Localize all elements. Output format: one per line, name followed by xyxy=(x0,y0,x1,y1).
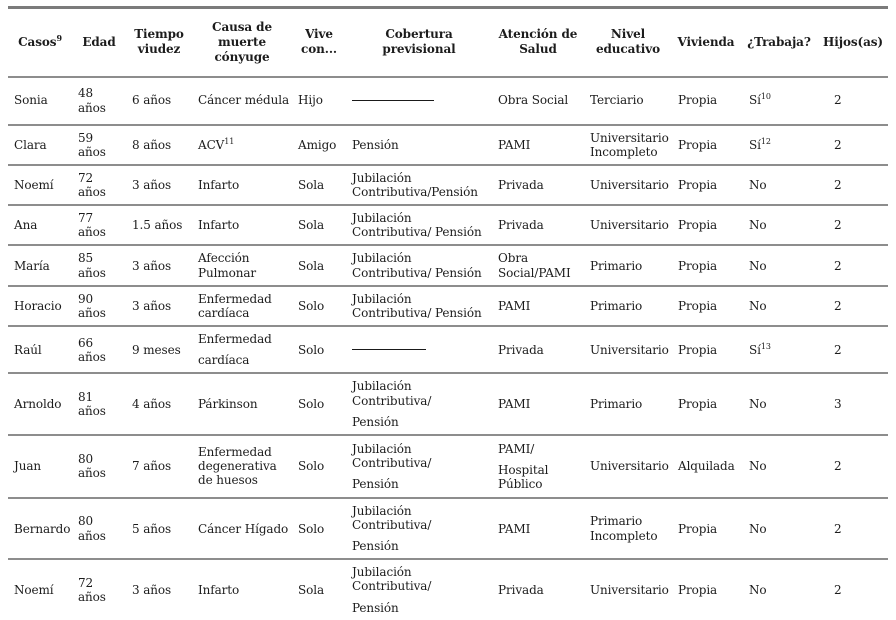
cell-text: Solo xyxy=(298,397,325,412)
cell-text: Afección Pulmonar xyxy=(198,251,257,280)
cell-text: Arnoldo xyxy=(14,397,62,412)
table-row xyxy=(8,286,888,326)
cell-vive_con xyxy=(292,435,346,498)
cell-text: Vivienda xyxy=(677,34,735,49)
cell-text: Noemí xyxy=(14,582,54,597)
cell-nivel_educativo xyxy=(584,245,672,285)
cell-atencion_salud xyxy=(492,559,584,620)
footnote-marker: 10 xyxy=(760,92,771,102)
cell-text: Edad xyxy=(82,34,116,49)
cell-text: No xyxy=(749,258,767,273)
cell-nivel_educativo xyxy=(584,165,672,205)
blank-underline xyxy=(352,100,434,101)
widows-cases-table xyxy=(8,6,888,620)
cell-text: Universitario xyxy=(590,177,669,192)
cell-text: Propia xyxy=(678,298,718,313)
cell-text: 2 xyxy=(834,298,842,313)
cell-hijos xyxy=(818,165,888,205)
cell-text: 2 xyxy=(834,342,842,357)
cell-casos xyxy=(8,435,72,498)
cell-text: Amigo xyxy=(298,137,337,152)
cell-text: PAMI xyxy=(498,298,531,313)
cell-nivel_educativo xyxy=(584,373,672,434)
cell-text: 4 años xyxy=(132,397,172,412)
col-header-vivienda xyxy=(672,8,740,77)
cell-text: Sola xyxy=(298,177,325,192)
col-header-nivel_educativo xyxy=(584,8,672,77)
cell-text-line: cardíaca xyxy=(198,353,250,368)
cell-vivienda xyxy=(672,435,740,498)
cell-vivienda xyxy=(672,125,740,165)
cell-trabaja xyxy=(740,245,818,285)
cell-text-line: Enfermedad xyxy=(198,332,272,347)
cell-text: Vive con... xyxy=(301,27,337,57)
cell-edad xyxy=(72,326,126,373)
cell-text: Nivel educativo xyxy=(595,27,660,57)
cell-text: Propia xyxy=(678,258,718,273)
cell-tiempo_viudez xyxy=(126,326,192,373)
cell-nivel_educativo xyxy=(584,559,672,620)
cell-cobertura xyxy=(346,205,492,245)
cell-causa_muerte xyxy=(192,559,292,620)
cell-nivel_educativo xyxy=(584,205,672,245)
cell-text: Privada xyxy=(498,582,544,597)
cell-text-line: Jubilación Contributiva/ xyxy=(352,379,432,408)
cell-edad xyxy=(72,498,126,559)
cell-tiempo_viudez xyxy=(126,77,192,125)
cell-text: 8 años xyxy=(132,137,172,152)
cell-text: Sola xyxy=(298,258,325,273)
cell-text: 2 xyxy=(834,137,842,152)
col-header-edad xyxy=(72,8,126,77)
cell-text: Sola xyxy=(298,218,325,233)
cell-text-line: Pensión xyxy=(352,414,399,429)
cell-text: Primario xyxy=(590,397,643,412)
cell-edad xyxy=(72,373,126,434)
cell-text: 3 xyxy=(834,397,842,412)
cell-text: Primario Incompleto xyxy=(590,514,658,543)
footnote-marker: 11 xyxy=(224,136,235,146)
cell-text: Universitario xyxy=(590,459,669,474)
cell-vive_con xyxy=(292,326,346,373)
cell-text: 72 años xyxy=(78,575,106,605)
cell-cobertura xyxy=(346,77,492,125)
table-row xyxy=(8,205,888,245)
cell-hijos xyxy=(818,435,888,498)
cell-casos xyxy=(8,125,72,165)
cell-text: 2 xyxy=(834,582,842,597)
cell-text: Cáncer Hígado xyxy=(198,521,289,536)
cell-cobertura xyxy=(346,125,492,165)
cell-tiempo_viudez xyxy=(126,125,192,165)
cell-causa_muerte xyxy=(192,165,292,205)
cell-atencion_salud xyxy=(492,498,584,559)
cell-text: 3 años xyxy=(132,582,172,597)
cell-text: Propia xyxy=(678,521,718,536)
cell-edad xyxy=(72,77,126,125)
cell-text-line: Pensión xyxy=(352,539,399,554)
cell-text: Privada xyxy=(498,177,544,192)
cell-text-line: Pensión xyxy=(352,476,399,491)
cell-atencion_salud xyxy=(492,165,584,205)
table-row xyxy=(8,125,888,165)
table-row xyxy=(8,77,888,125)
cell-text: PAMI xyxy=(498,521,531,536)
cell-text: Cobertura previsional xyxy=(382,27,456,57)
cell-text: Propia xyxy=(678,218,718,233)
cell-text: Solo xyxy=(298,521,325,536)
cell-vive_con xyxy=(292,498,346,559)
cell-text: Noemí xyxy=(14,177,54,192)
cell-cobertura xyxy=(346,165,492,205)
cell-cobertura xyxy=(346,435,492,498)
cell-text: Jubilación Contributiva/ Pensión xyxy=(352,251,482,280)
cell-causa_muerte xyxy=(192,205,292,245)
cell-text: Juan xyxy=(14,459,42,474)
cell-text-line: Jubilación Contributiva/ xyxy=(352,503,432,532)
cell-text: Párkinson xyxy=(198,397,258,412)
cell-atencion_salud xyxy=(492,205,584,245)
cell-trabaja xyxy=(740,498,818,559)
cell-text: 85 años xyxy=(78,251,106,280)
cell-hijos xyxy=(818,373,888,434)
cell-casos xyxy=(8,498,72,559)
col-header-atencion_salud xyxy=(492,8,584,77)
cell-trabaja xyxy=(740,435,818,498)
cell-vivienda xyxy=(672,165,740,205)
cell-text: 2 xyxy=(834,93,842,108)
cell-trabaja xyxy=(740,77,818,125)
cell-causa_muerte xyxy=(192,286,292,326)
cell-text: 5 años xyxy=(132,521,172,536)
cell-vivienda xyxy=(672,373,740,434)
cell-text: Propia xyxy=(678,177,718,192)
cell-text: 3 años xyxy=(132,177,172,192)
cell-text: María xyxy=(14,258,50,273)
cell-vive_con xyxy=(292,559,346,620)
cell-vive_con xyxy=(292,125,346,165)
cell-text: 7 años xyxy=(132,459,172,474)
footnote-marker: 13 xyxy=(760,341,771,351)
cell-tiempo_viudez xyxy=(126,435,192,498)
cell-text: Bernardo xyxy=(14,521,71,536)
col-header-casos xyxy=(8,8,72,77)
cell-text: 77 años xyxy=(78,211,106,240)
cell-atencion_salud xyxy=(492,435,584,498)
table-row xyxy=(8,245,888,285)
cell-hijos xyxy=(818,286,888,326)
cell-text: Sola xyxy=(298,582,325,597)
cell-atencion_salud xyxy=(492,77,584,125)
cell-edad xyxy=(72,125,126,165)
cell-atencion_salud xyxy=(492,245,584,285)
cell-text: Jubilación Contributiva/Pensión xyxy=(352,170,478,199)
cell-edad xyxy=(72,165,126,205)
blank-underline xyxy=(352,349,426,350)
cell-text: Pensión xyxy=(352,137,399,152)
cell-atencion_salud xyxy=(492,373,584,434)
cell-vivienda xyxy=(672,205,740,245)
cell-nivel_educativo xyxy=(584,286,672,326)
cell-text: Universitario xyxy=(590,582,669,597)
col-header-hijos xyxy=(818,8,888,77)
cell-text: Hijo xyxy=(298,93,323,108)
cell-text: Sí xyxy=(749,342,761,357)
cell-trabaja xyxy=(740,559,818,620)
cell-hijos xyxy=(818,245,888,285)
cell-causa_muerte xyxy=(192,77,292,125)
cell-hijos xyxy=(818,326,888,373)
cell-nivel_educativo xyxy=(584,498,672,559)
cell-text: 1.5 años xyxy=(132,218,183,233)
cell-hijos xyxy=(818,559,888,620)
cell-text: Causa de muerte cónyuge xyxy=(212,19,272,64)
cell-text: Raúl xyxy=(14,342,42,357)
cell-text: No xyxy=(749,582,767,597)
cell-causa_muerte xyxy=(192,373,292,434)
footnote-marker: 9 xyxy=(56,32,62,43)
cell-text-line: PAMI/ xyxy=(498,441,535,456)
cell-text: Propia xyxy=(678,93,718,108)
cell-trabaja xyxy=(740,373,818,434)
cell-causa_muerte xyxy=(192,125,292,165)
cell-text: Privada xyxy=(498,218,544,233)
cell-text: Solo xyxy=(298,298,325,313)
cell-text: 2 xyxy=(834,258,842,273)
cell-vive_con xyxy=(292,205,346,245)
cell-atencion_salud xyxy=(492,326,584,373)
table-row xyxy=(8,373,888,434)
cell-text: 59 años xyxy=(78,130,106,159)
cell-text: Propia xyxy=(678,137,718,152)
cell-vive_con xyxy=(292,165,346,205)
col-header-trabaja xyxy=(740,8,818,77)
cell-vivienda xyxy=(672,498,740,559)
col-header-causa_muerte xyxy=(192,8,292,77)
cell-text: 2 xyxy=(834,521,842,536)
cell-vive_con xyxy=(292,245,346,285)
cell-tiempo_viudez xyxy=(126,498,192,559)
cell-vivienda xyxy=(672,326,740,373)
cell-text: 90 años xyxy=(78,291,106,320)
cell-text-line: Hospital Público xyxy=(498,462,549,491)
cell-atencion_salud xyxy=(492,125,584,165)
cell-text: Propia xyxy=(678,342,718,357)
cell-nivel_educativo xyxy=(584,77,672,125)
cell-text: Cáncer médula xyxy=(198,93,290,108)
cell-vivienda xyxy=(672,286,740,326)
cell-text: Privada xyxy=(498,342,544,357)
cell-text: Enfermedad cardíaca xyxy=(198,291,272,320)
cell-text: Tiempo viudez xyxy=(134,27,184,57)
cell-nivel_educativo xyxy=(584,326,672,373)
cell-text: 66 años xyxy=(78,335,106,364)
cell-causa_muerte xyxy=(192,498,292,559)
cell-hijos xyxy=(818,77,888,125)
cell-hijos xyxy=(818,205,888,245)
cell-text: PAMI xyxy=(498,397,531,412)
cell-text-line: Jubilación Contributiva/ xyxy=(352,565,432,594)
table-row xyxy=(8,435,888,498)
cell-causa_muerte xyxy=(192,245,292,285)
cell-text: Primario xyxy=(590,258,643,273)
table-body xyxy=(8,77,888,620)
cell-casos xyxy=(8,326,72,373)
cell-text: No xyxy=(749,218,767,233)
cell-text: 9 meses xyxy=(132,342,181,357)
cell-text: No xyxy=(749,459,767,474)
cell-text: Alquilada xyxy=(678,459,735,474)
cell-text: Atención de Salud xyxy=(498,27,578,57)
cell-text: Infarto xyxy=(198,582,240,597)
table-row xyxy=(8,498,888,559)
cell-edad xyxy=(72,245,126,285)
cell-vivienda xyxy=(672,77,740,125)
cell-trabaja xyxy=(740,205,818,245)
cell-nivel_educativo xyxy=(584,125,672,165)
cell-text: Terciario xyxy=(590,93,644,108)
cell-text: Jubilación Contributiva/ Pensión xyxy=(352,291,482,320)
cell-text: 3 años xyxy=(132,258,172,273)
cell-text: 80 años xyxy=(78,452,106,481)
cell-text-line: Jubilación Contributiva/ xyxy=(352,441,432,470)
cell-text: No xyxy=(749,298,767,313)
cell-text: 80 años xyxy=(78,514,106,543)
cell-nivel_educativo xyxy=(584,435,672,498)
cell-text: 72 años xyxy=(78,170,106,199)
cell-text: Solo xyxy=(298,459,325,474)
cell-text: Jubilación Contributiva/ Pensión xyxy=(352,211,482,240)
cell-casos xyxy=(8,286,72,326)
table-row xyxy=(8,165,888,205)
cell-casos xyxy=(8,77,72,125)
cell-causa_muerte xyxy=(192,435,292,498)
col-header-tiempo_viudez xyxy=(126,8,192,77)
cell-edad xyxy=(72,205,126,245)
cell-trabaja xyxy=(740,286,818,326)
cell-text: 6 años xyxy=(132,93,172,108)
cell-text: Universitario xyxy=(590,342,669,357)
cell-tiempo_viudez xyxy=(126,205,192,245)
cell-text: No xyxy=(749,521,767,536)
cell-edad xyxy=(72,286,126,326)
cell-cobertura xyxy=(346,286,492,326)
cell-text: Obra Social xyxy=(498,93,569,108)
cell-text: Ana xyxy=(14,218,38,233)
cell-atencion_salud xyxy=(492,286,584,326)
cell-text: Universitario Incompleto xyxy=(590,130,669,159)
cell-text: 3 años xyxy=(132,298,172,313)
cell-vive_con xyxy=(292,286,346,326)
cell-text: No xyxy=(749,177,767,192)
cell-text: ¿Trabaja? xyxy=(747,34,811,49)
cell-edad xyxy=(72,559,126,620)
cell-tiempo_viudez xyxy=(126,373,192,434)
cell-text: Sí xyxy=(749,137,761,152)
cell-trabaja xyxy=(740,165,818,205)
cell-text: 2 xyxy=(834,459,842,474)
cell-cobertura xyxy=(346,498,492,559)
cell-casos xyxy=(8,165,72,205)
cell-text-line: Pensión xyxy=(352,600,399,615)
cell-tiempo_viudez xyxy=(126,245,192,285)
table-row xyxy=(8,559,888,620)
cell-text: Universitario xyxy=(590,218,669,233)
cell-text: Infarto xyxy=(198,218,240,233)
cell-cobertura xyxy=(346,373,492,434)
col-header-cobertura xyxy=(346,8,492,77)
cell-hijos xyxy=(818,125,888,165)
cell-text: Infarto xyxy=(198,177,240,192)
cell-text: Casos xyxy=(18,34,57,49)
cell-trabaja xyxy=(740,125,818,165)
cell-text: PAMI xyxy=(498,137,531,152)
cell-vivienda xyxy=(672,245,740,285)
col-header-vive_con xyxy=(292,8,346,77)
cell-casos xyxy=(8,373,72,434)
cell-text: 48 años xyxy=(78,86,106,115)
cell-casos xyxy=(8,559,72,620)
table-row xyxy=(8,326,888,373)
cell-text: Hijos(as) xyxy=(823,34,883,49)
cell-trabaja xyxy=(740,326,818,373)
cell-text: Horacio xyxy=(14,298,62,313)
cell-cobertura xyxy=(346,326,492,373)
cell-text: 2 xyxy=(834,218,842,233)
cell-vive_con xyxy=(292,77,346,125)
cell-cobertura xyxy=(346,559,492,620)
cell-hijos xyxy=(818,498,888,559)
cell-text: Propia xyxy=(678,397,718,412)
cell-text: Clara xyxy=(14,137,47,152)
cell-text: Solo xyxy=(298,342,325,357)
cell-vivienda xyxy=(672,559,740,620)
cell-text: No xyxy=(749,397,767,412)
header-row xyxy=(8,8,888,77)
cell-tiempo_viudez xyxy=(126,165,192,205)
cell-text: Obra Social/PAMI xyxy=(498,251,571,280)
footnote-marker: 12 xyxy=(760,136,771,146)
cell-edad xyxy=(72,435,126,498)
cell-vive_con xyxy=(292,373,346,434)
cell-text: 2 xyxy=(834,177,842,192)
cell-casos xyxy=(8,245,72,285)
cell-text: Sí xyxy=(749,93,761,108)
cell-casos xyxy=(8,205,72,245)
cell-text: Primario xyxy=(590,298,643,313)
cell-text: Propia xyxy=(678,582,718,597)
cell-cobertura xyxy=(346,245,492,285)
cell-text: ACV xyxy=(198,137,225,152)
cell-causa_muerte xyxy=(192,326,292,373)
cell-text: Enfermedad degenerativa de huesos xyxy=(198,445,277,488)
cell-text: 81 años xyxy=(78,389,106,419)
cell-text: Sonia xyxy=(14,93,48,108)
cell-tiempo_viudez xyxy=(126,559,192,620)
cell-tiempo_viudez xyxy=(126,286,192,326)
